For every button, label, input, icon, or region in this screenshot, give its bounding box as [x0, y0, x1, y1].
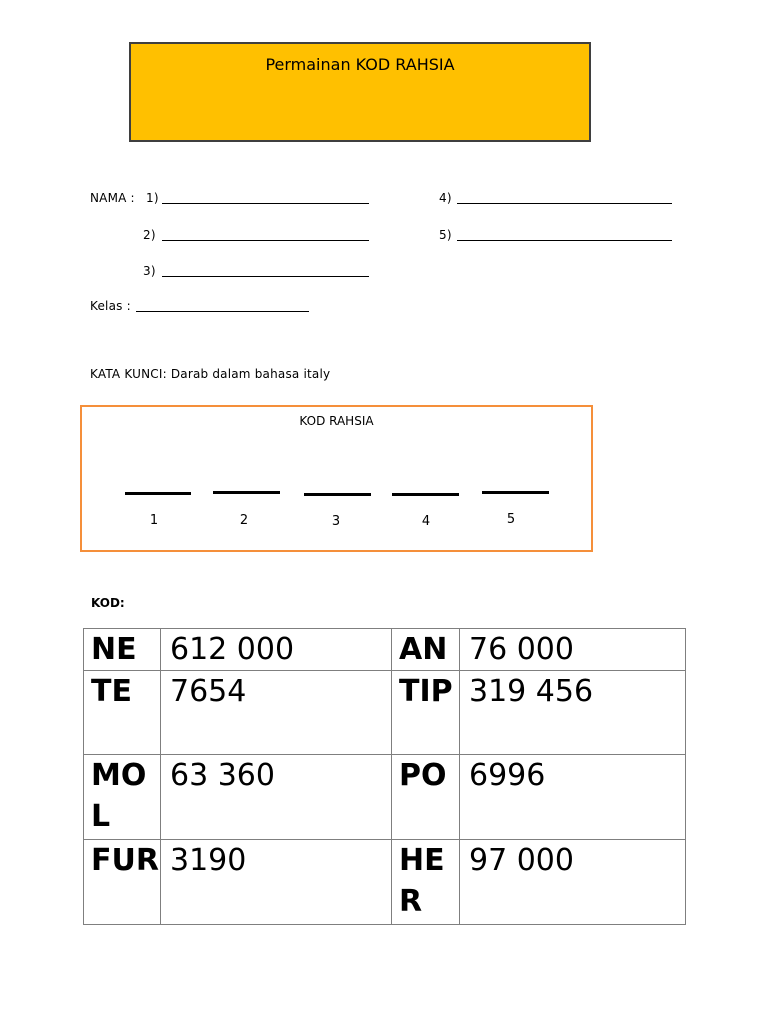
- name-field-3[interactable]: [162, 276, 369, 277]
- table-row: [84, 671, 686, 755]
- value-cell: 76 000: [460, 629, 686, 671]
- code-position-4: 4: [421, 514, 431, 529]
- value-cell: 319 456: [460, 671, 686, 755]
- syllable-cell: NE: [84, 629, 161, 671]
- name-field-2[interactable]: [162, 240, 369, 241]
- syllable-cell: FUR: [84, 840, 161, 925]
- keyword-text: KATA KUNCI: Darab dalam bahasa italy: [90, 367, 331, 381]
- name-slot-3-label: 3): [143, 264, 156, 278]
- syllable-cell: PO: [392, 755, 460, 840]
- name-field-1[interactable]: [162, 203, 369, 204]
- syllable-cell: TIP: [392, 671, 460, 755]
- name-slot-4-label: 4): [439, 191, 452, 205]
- name-field-4[interactable]: [457, 203, 672, 204]
- syllable-cell: MOL: [84, 755, 161, 840]
- syllable-cell: AN: [392, 629, 460, 671]
- code-slot-2[interactable]: [213, 491, 280, 494]
- code-slot-1[interactable]: [125, 492, 191, 495]
- class-label: Kelas :: [90, 299, 131, 313]
- name-slot-1-label: 1): [146, 191, 159, 205]
- table-row: [84, 840, 686, 925]
- syllable-cell: HER: [392, 840, 460, 925]
- value-cell: 612 000: [161, 629, 392, 671]
- title-banner: [129, 42, 591, 142]
- value-cell: 97 000: [460, 840, 686, 925]
- value-cell: 3190: [161, 840, 392, 925]
- page-title: Permainan KOD RAHSIA: [265, 55, 455, 74]
- code-position-5: 5: [506, 512, 516, 527]
- class-field[interactable]: [136, 311, 309, 312]
- table-row: [84, 629, 686, 671]
- value-cell: 7654: [161, 671, 392, 755]
- value-cell: 6996: [460, 755, 686, 840]
- syllable-cell: TE: [84, 671, 161, 755]
- code-table: [83, 628, 686, 925]
- secret-code-title: KOD RAHSIA: [299, 414, 374, 428]
- code-position-2: 2: [239, 513, 249, 528]
- name-field-5[interactable]: [457, 240, 672, 241]
- value-cell: 63 360: [161, 755, 392, 840]
- secret-code-box: [80, 405, 593, 552]
- code-slot-4[interactable]: [392, 493, 459, 496]
- code-position-3: 3: [331, 514, 341, 529]
- code-slot-3[interactable]: [304, 493, 371, 496]
- name-slot-5-label: 5): [439, 228, 452, 242]
- code-slot-5[interactable]: [482, 491, 549, 494]
- table-row: [84, 755, 686, 840]
- name-label: NAMA :: [90, 191, 135, 205]
- name-slot-2-label: 2): [143, 228, 156, 242]
- kod-label: KOD:: [91, 596, 125, 610]
- code-position-1: 1: [149, 513, 159, 528]
